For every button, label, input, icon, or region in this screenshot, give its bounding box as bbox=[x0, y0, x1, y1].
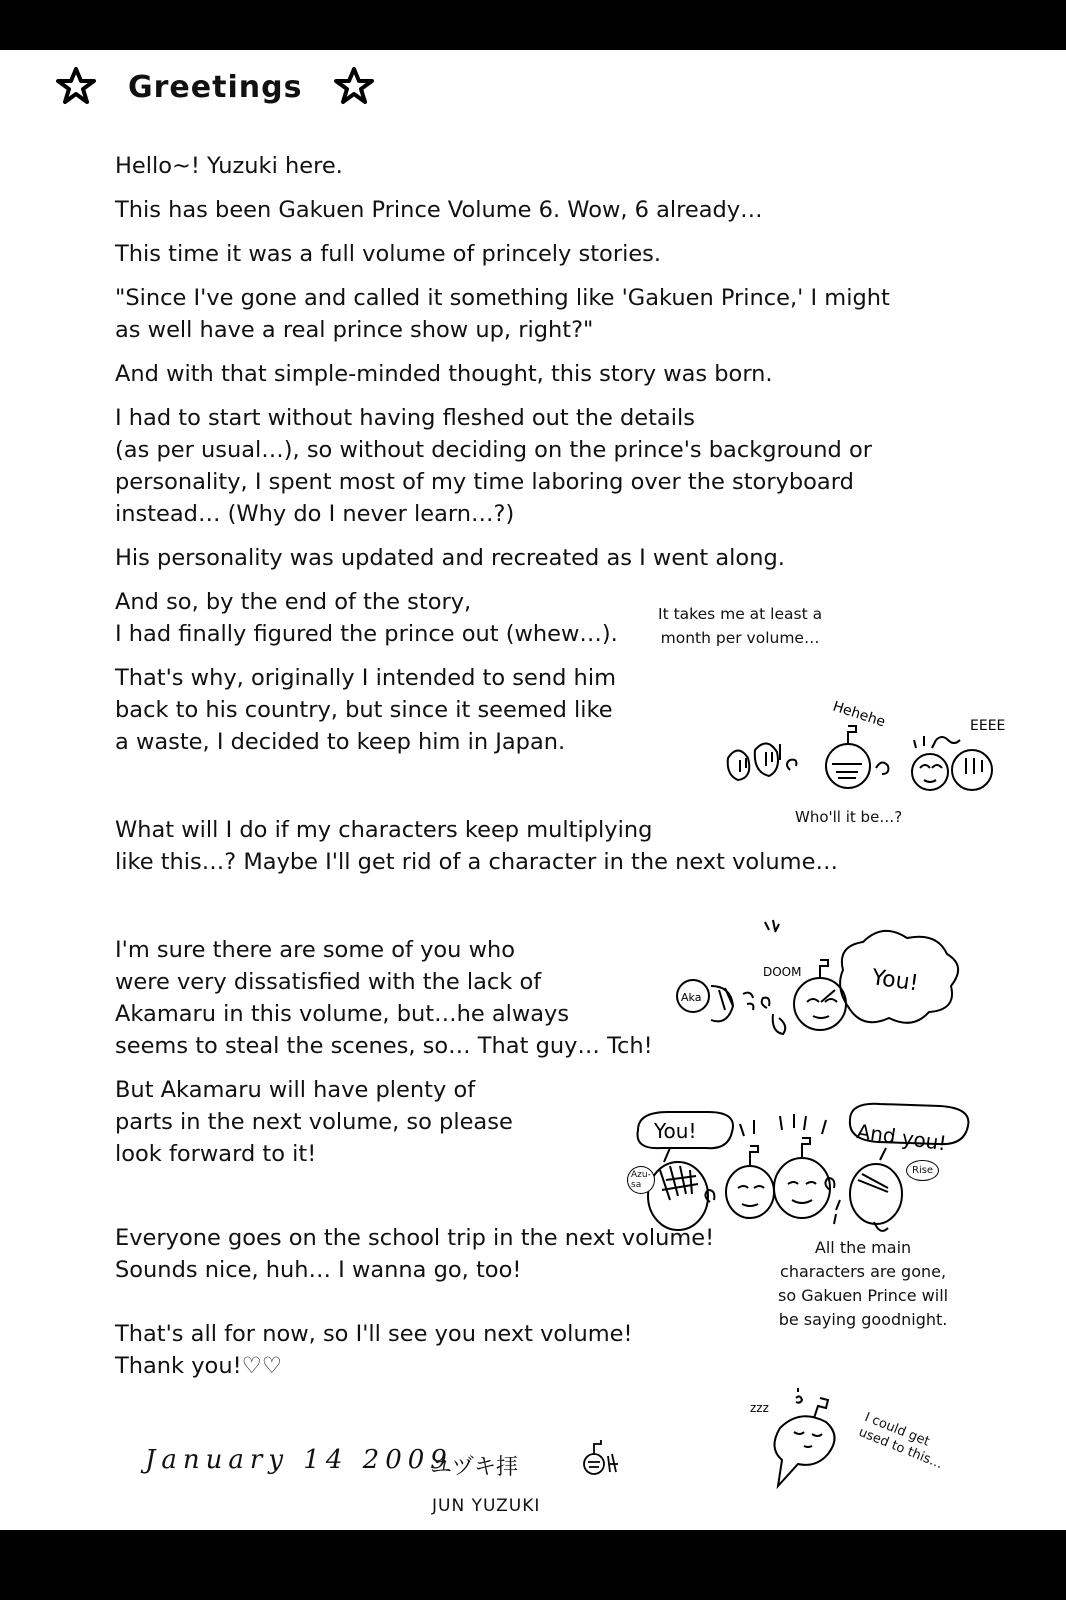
doodle-characters-group-3 bbox=[630, 1110, 1000, 1250]
note-goodnight: All the main characters are gone, so Gakuen Prince will be saying goodnight. bbox=[778, 1238, 949, 1329]
paragraph-princely: This time it was a full volume of princely stories. bbox=[115, 241, 662, 267]
paragraph-quote: "Since I've gone and called it something like 'Gakuen Prince,' I might as well have a real prince show up, right?" bbox=[115, 285, 890, 343]
doodle-hehehe-text: Hehehe bbox=[830, 698, 888, 731]
signature-japanese: ユヅキ拝 bbox=[430, 1455, 519, 1480]
page-title: Greetings bbox=[128, 70, 303, 105]
doodle-characters-group-1 bbox=[720, 700, 1020, 810]
paragraph-born: And with that simple-minded thought, this story was born. bbox=[115, 361, 773, 387]
doodle-you-text-2: You! bbox=[654, 1119, 697, 1143]
doodle-eeee-text: EEEE bbox=[970, 718, 1006, 734]
paragraph-details: I had to start without having fleshed out the details (as per usual…), so without deciding on the prince's background or personality, I spent most of my time laboring over the storyboard instead… (Why do I never learn…?) bbox=[115, 405, 873, 527]
paragraph-next-volume: But Akamaru will have plenty of parts in the next volume, so please look forward to it! bbox=[115, 1077, 513, 1167]
star-icon-left bbox=[56, 66, 96, 106]
paragraph-volume: This has been Gakuen Prince Volume 6. Wow, 6 already… bbox=[115, 197, 763, 223]
signature-face-icon bbox=[580, 1440, 624, 1480]
note-used-to-this: I could get used to this… bbox=[856, 1410, 945, 1473]
paragraph-personality: His personality was updated and recreated as I went along. bbox=[115, 545, 785, 571]
signature-name: JUN YUZUKI bbox=[432, 1496, 541, 1516]
signature-date: January 14 2009 bbox=[145, 1445, 453, 1475]
paragraph-thank-you: That's all for now, so I'll see you next volume! Thank you!♡♡ bbox=[115, 1321, 633, 1379]
note-month-per-volume: It takes me at least a month per volume… bbox=[658, 605, 823, 647]
doodle-characters-group-2 bbox=[675, 920, 975, 1060]
paragraph-japan: That's why, originally I intended to send him back to his country, but since it seemed like a waste, I decided to keep him in Japan. bbox=[115, 665, 616, 755]
doodle-zzz-text: zzz bbox=[750, 1401, 769, 1415]
doodle-doom-text: DOOM bbox=[763, 965, 802, 979]
paragraph-akamaru: I'm sure there are some of you who were very dissatisfied with the lack of Akamaru in this volume, but…he always seems to steal the scenes, so… That guy… Tch! bbox=[115, 937, 653, 1059]
doodle-aka-text: Aka bbox=[681, 991, 702, 1004]
paragraph-greeting: Hello~! Yuzuki here. bbox=[115, 153, 343, 179]
star-icon-right bbox=[334, 66, 374, 106]
doodle-azusa-badge: Azu- sa bbox=[627, 1166, 655, 1194]
paragraph-multiplying: What will I do if my characters keep multiplying like this…? Maybe I'll get rid of a character in the next volume… bbox=[115, 817, 838, 875]
doodle-and-you-text: And you! bbox=[855, 1119, 948, 1156]
paragraph-school-trip: Everyone goes on the school trip in the next volume! Sounds nice, huh… I wanna go, too! bbox=[115, 1225, 715, 1283]
paragraph-end-of-story: And so, by the end of the story, I had finally figured the prince out (whew…). bbox=[115, 589, 618, 647]
doodle-rise-badge: Rise bbox=[906, 1160, 939, 1181]
doodle-wholl-text: Who'll it be…? bbox=[795, 808, 903, 826]
doodle-you-text-1: You! bbox=[870, 965, 920, 997]
